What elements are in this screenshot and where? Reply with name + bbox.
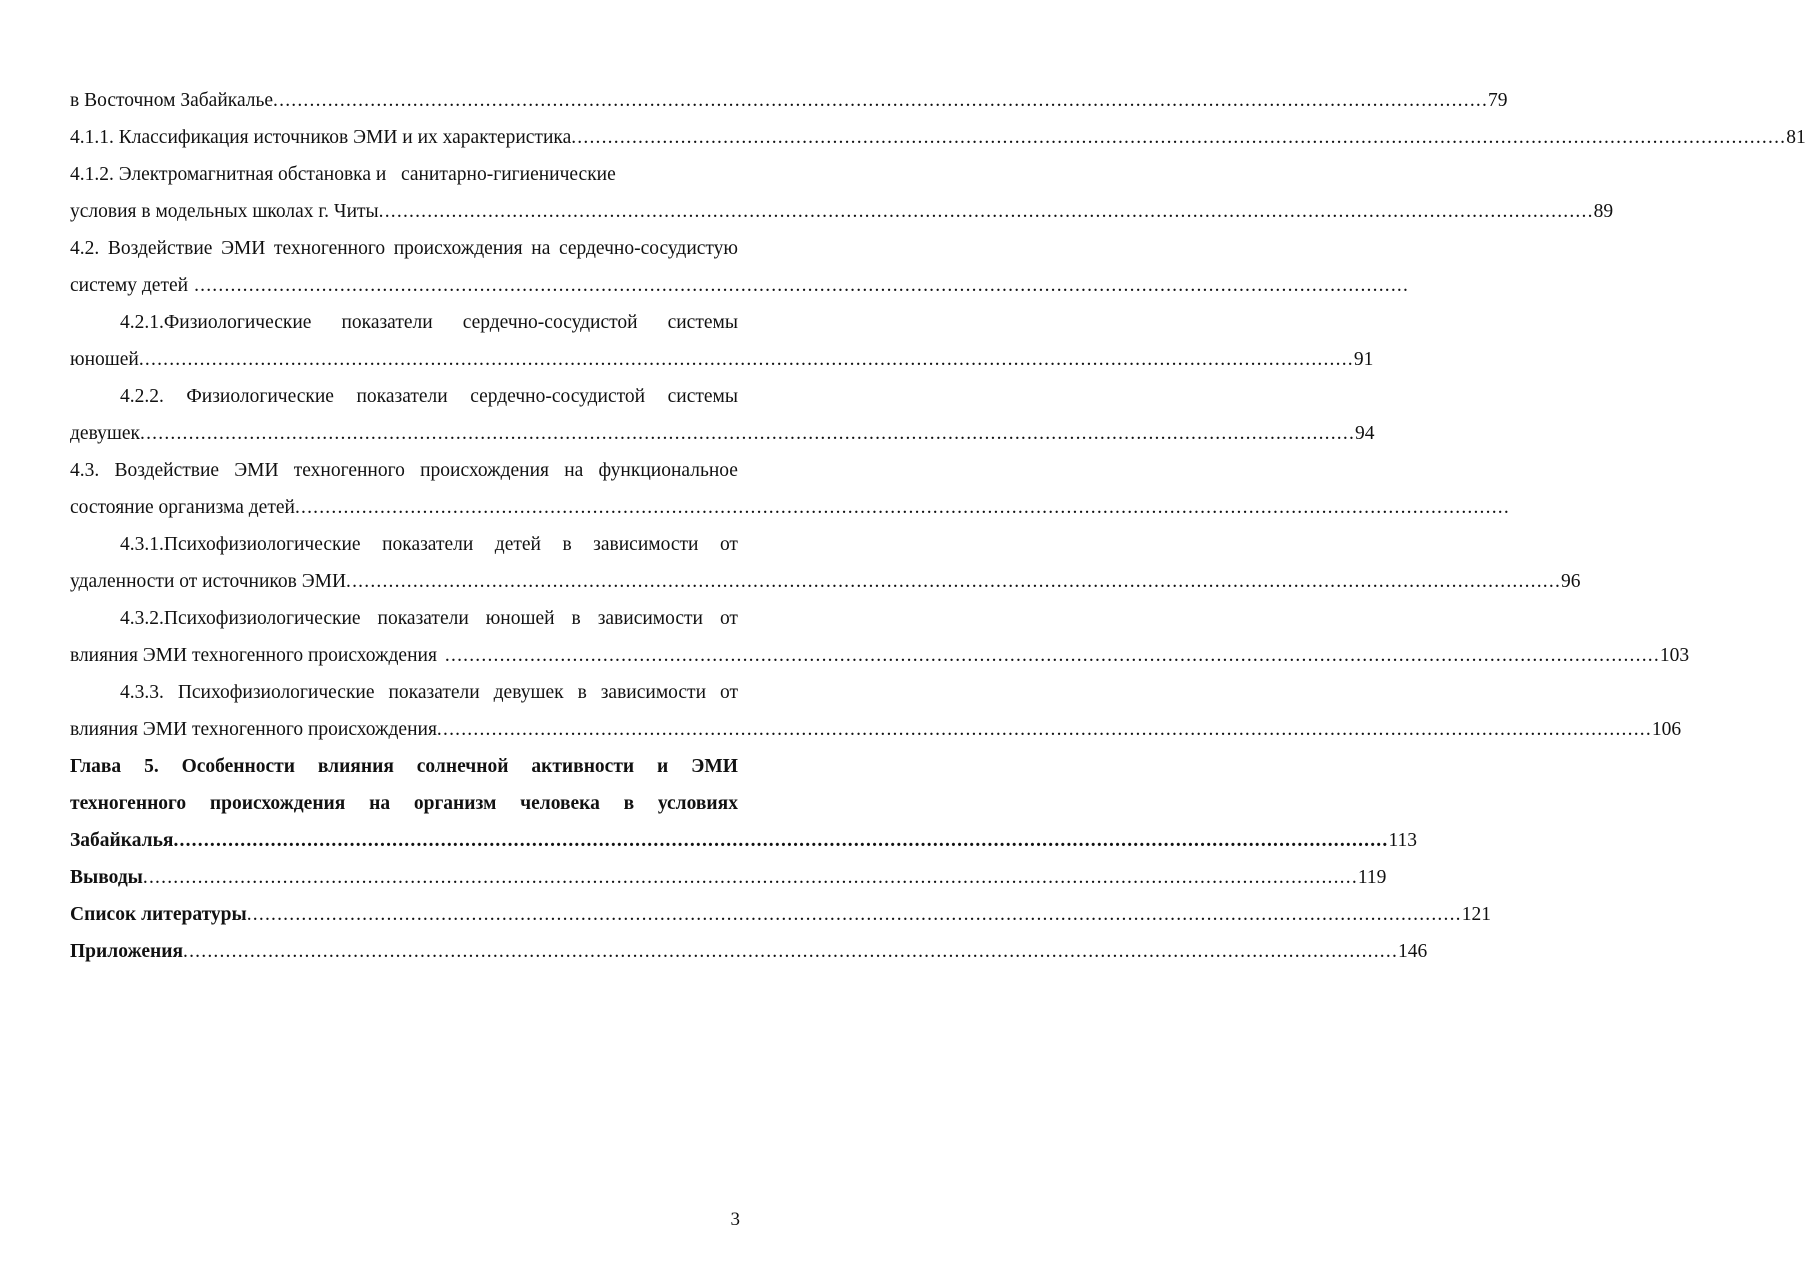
word: Физиологические: [186, 386, 334, 407]
toc-entry-line: [120, 382, 738, 412]
dot-leader: ........................................................................................................................................................................................................: [183, 941, 1399, 962]
word: человека: [520, 793, 600, 814]
word: Воздействие: [107, 238, 213, 259]
toc-entry-line: [120, 530, 738, 560]
dot-leader: ........................................................................................................................................................................................................: [138, 349, 1354, 370]
word: на: [369, 793, 391, 814]
toc-chapter-line: [70, 789, 738, 819]
word: показатели: [377, 608, 469, 629]
toc-entry-page: 119: [1357, 867, 1387, 888]
word: юношей: [485, 608, 555, 629]
toc-entry-line: [70, 160, 738, 190]
word: сердечно-сосудистой: [470, 386, 646, 407]
toc-entry-page: 94: [1355, 423, 1375, 444]
dot-leader: ........................................................................................................................................................................................................: [142, 867, 1358, 888]
word: зависимости: [593, 534, 699, 555]
toc-entry-page: 91: [1353, 349, 1374, 370]
word: показатели: [341, 312, 433, 333]
word: 4.2.: [70, 238, 100, 259]
word: происхождения: [209, 793, 346, 814]
toc-entry-title: девушек: [70, 423, 141, 444]
toc-entry-page: 89: [1593, 201, 1614, 222]
word: 5.: [144, 756, 159, 777]
word: организм: [413, 793, 497, 814]
word: и: [657, 756, 669, 777]
word: сердечно-сосудистую: [558, 238, 738, 259]
toc-entry-line: [120, 308, 738, 338]
dot-leader: ........................................................................................................................................................................................................: [273, 90, 1489, 111]
word: в: [571, 608, 581, 629]
dot-leader: ........................................................................................................................................................................................................: [294, 497, 1510, 518]
toc-entry: [70, 863, 1387, 893]
word: от: [719, 608, 738, 629]
toc-entry-page: 106: [1651, 719, 1682, 740]
dot-leader: ........................................................................................................................................................................................................: [140, 423, 1356, 444]
toc-entry: [70, 271, 1410, 301]
toc-entry: [70, 493, 1510, 523]
word: девушек: [493, 682, 564, 703]
toc-entry-title: 4.1.1. Классификация источников ЭМИ и их характеристика: [70, 127, 572, 148]
toc-entry-page: 79: [1488, 90, 1508, 111]
word: техногенного: [273, 238, 386, 259]
toc-entry: [70, 937, 1428, 967]
toc-entry-page: 121: [1461, 904, 1491, 925]
word: сердечно-сосудистой: [462, 312, 638, 333]
dot-leader: ........................................................................................................................................................................................................: [173, 830, 1389, 851]
toc-entry: [70, 715, 1682, 745]
toc-entry: [70, 123, 1806, 153]
toc-entry: [70, 826, 1417, 856]
toc-entry: [70, 419, 1375, 449]
toc-entry-title: Список литературы: [70, 904, 247, 925]
toc-entry-line: [120, 678, 738, 708]
toc-entry-line: [120, 604, 738, 634]
toc-entry: [70, 345, 1374, 375]
word: в: [623, 793, 635, 814]
toc-entry-line: [70, 234, 738, 264]
word: влияния: [317, 756, 394, 777]
word: 4.3.1.Психофизиологические: [120, 534, 361, 555]
toc-chapter-line: [70, 752, 738, 782]
page-number: 3: [730, 1209, 740, 1230]
word: 4.2.2.: [120, 386, 164, 407]
word: 4.3.: [70, 460, 100, 481]
word: от: [719, 534, 738, 555]
word: от: [719, 682, 738, 703]
word: техногенного: [70, 793, 187, 814]
toc-entry-title: в Восточном Забайкалье: [70, 90, 274, 111]
word: Воздействие: [114, 460, 220, 481]
toc-entry-title: юношей: [70, 349, 139, 370]
toc-entry: [70, 900, 1491, 930]
toc-entry-line: [70, 456, 738, 486]
toc-entry-title: влияния ЭМИ техногенного происхождения: [70, 719, 437, 740]
word: зависимости: [600, 682, 707, 703]
word: Особенности: [181, 756, 295, 777]
toc-entry-title: состояние организма детей: [70, 497, 295, 518]
word: Психофизиологические: [177, 682, 375, 703]
word: детей: [494, 534, 541, 555]
toc-entry-title: 4.1.2. Электромагнитная обстановка и санитарно-гигиенические: [70, 164, 616, 185]
dot-leader: ........................................................................................................................................................................................................: [378, 201, 1594, 222]
word: на: [564, 460, 584, 481]
word: техногенного: [293, 460, 405, 481]
word: в: [577, 682, 587, 703]
word: системы: [667, 312, 738, 333]
toc-entry-title: удаленности от источников ЭМИ: [70, 571, 347, 592]
word: ЭМИ: [234, 460, 279, 481]
word: зависимости: [597, 608, 703, 629]
toc-entry-title: Приложения: [70, 941, 184, 962]
dot-leader: ........................................................................................................................................................................................................: [444, 645, 1660, 666]
word: солнечной: [416, 756, 509, 777]
toc-entry: [70, 197, 1614, 227]
word: 4.3.3.: [120, 682, 164, 703]
toc-entry-title: Выводы: [70, 867, 143, 888]
word: показатели: [388, 682, 480, 703]
word: показатели: [356, 386, 448, 407]
toc-entry-page: 81: [1786, 127, 1806, 148]
word: происхождения: [393, 238, 523, 259]
toc-entry: [70, 86, 1508, 116]
dot-leader: ........................................................................................................................................................................................................: [571, 127, 1787, 148]
word: активности: [531, 756, 635, 777]
toc-entry: [70, 567, 1581, 597]
dot-leader: ........................................................................................................................................................................................................: [346, 571, 1562, 592]
dot-leader: ........................................................................................................................................................................................................: [194, 275, 1410, 296]
word: функциональное: [598, 460, 738, 481]
toc-entry-title: систему детей: [70, 275, 189, 296]
word: Глава: [70, 756, 122, 777]
word: ЭМИ: [691, 756, 738, 777]
word: происхождения: [420, 460, 550, 481]
toc-entry-page: 146: [1398, 941, 1428, 962]
word: условиях: [657, 793, 738, 814]
toc-entry: [70, 641, 1690, 671]
word: показатели: [382, 534, 474, 555]
dot-leader: ........................................................................................................................................................................................................: [246, 904, 1462, 925]
word: 4.3.2.Психофизиологические: [120, 608, 361, 629]
word: 4.2.1.Физиологические: [120, 312, 312, 333]
toc-entry-title: условия в модельных школах г. Читы: [70, 201, 379, 222]
toc-entry-page: 113: [1388, 830, 1417, 851]
toc-entry-title: Забайкалья: [70, 830, 174, 851]
word: ЭМИ: [221, 238, 266, 259]
toc-entry-page: 103: [1659, 645, 1690, 666]
word: системы: [667, 386, 738, 407]
toc-entry-title: влияния ЭМИ техногенного происхождения: [70, 645, 437, 666]
dot-leader: ........................................................................................................................................................................................................: [436, 719, 1652, 740]
toc-entry-page: 96: [1561, 571, 1581, 592]
word: на: [531, 238, 551, 259]
word: в: [562, 534, 572, 555]
